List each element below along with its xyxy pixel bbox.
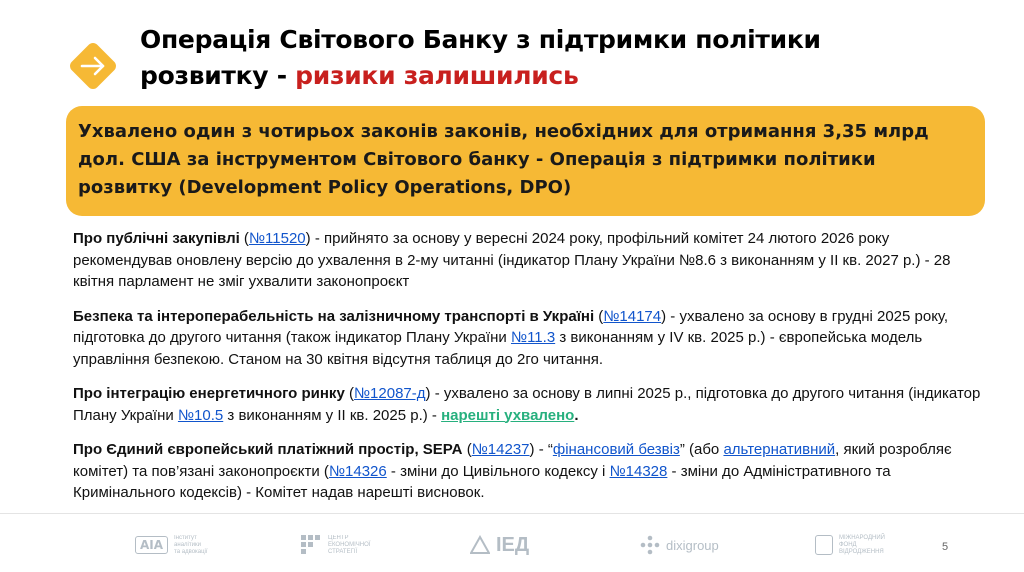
item-text: - прийнято за основу у вересні 2024 року, профільний комітет 24 лютого 2026 року рекомендував оновлену версію до ухвалення в 2-му читанні (індикатор Плану України №8.6 з виконанням у ІІ кв. 2027 р.) - 28 квітня парламент не зміг ухвалити законопроєкт bbox=[73, 230, 951, 290]
bill-link[interactable]: №12087-д bbox=[353, 385, 426, 402]
logo-text: ІЕД bbox=[496, 533, 530, 556]
bill-link[interactable]: №14237 bbox=[471, 441, 530, 458]
bill-link[interactable]: №14326 bbox=[328, 462, 387, 480]
logo-text: ФОНД bbox=[839, 541, 857, 548]
summary-banner bbox=[66, 106, 985, 216]
logo-ces bbox=[300, 528, 370, 562]
logo-irf bbox=[815, 528, 885, 562]
logo-aia bbox=[135, 528, 208, 562]
footer-divider bbox=[0, 513, 1024, 514]
list-item: Про публічні закупівлі (№11520) - прийнято за основу у вересні 2024 року, профільний комітет 24 лютого 2026 року рекомендував оновлену версію до ухвалення в 2-му читанні (індикатор Плану України №8.6 з виконанням у ІІ кв. 2027 р.) - 28 квітня парламент не зміг ухвалити законопроєкт bbox=[73, 230, 951, 290]
logo-text: СТРАТЕГІЇ bbox=[328, 548, 358, 555]
item-text: - зміни до Цивільного кодексу і bbox=[390, 462, 606, 480]
title-accent: ризики залишились bbox=[295, 61, 579, 90]
item-title: Про інтеграцію енергетичного ринку bbox=[73, 385, 345, 402]
arrow-right-icon bbox=[65, 38, 121, 94]
item-title: Безпека та інтероперабельність на залізничному транспорті в Україні bbox=[73, 307, 595, 325]
plan-indicator-link[interactable]: №11.3 bbox=[510, 329, 556, 346]
triangle-logo-icon bbox=[470, 535, 490, 555]
item-title: Про Єдиний європейський платіжний простір, SEPA bbox=[73, 441, 463, 458]
item-text: ” (або bbox=[679, 441, 720, 458]
title-line1: Операція Світового Банку з підтримки політики bbox=[140, 25, 821, 54]
item-title: Про публічні закупівлі bbox=[73, 230, 240, 247]
list-item: Про Єдиний європейський платіжний простір, SEPA (№14237) - “фінансовий безвіз” (або альтернативний, який розробляє комітет) та пов’язані законопроєкти (№14326 - зміни до Цивільного кодексу і №14328 - зміни до Адміністративного та Кримінального кодексів) - Комітет надав нарешті висновок. bbox=[73, 441, 952, 501]
logo-text: МІЖНАРОДНИЙ bbox=[839, 534, 885, 541]
logo-text: Інститут bbox=[174, 534, 197, 541]
list-item: Безпека та інтероперабельність на залізничному транспорті в Україні (№14174) - ухвалено за основу в грудні 2025 року, підготовка до другого читання (також індикатор Плану України №11.3 з виконанням у IV кв. 2025 р.) - європейська модель управління безпекою. Станом на 30 квітня відсутня таблиця до 2го читання. bbox=[73, 307, 949, 368]
item-text: з виконанням у ІІ кв. 2025 р.) - bbox=[227, 406, 437, 424]
bill-link[interactable]: №11520 bbox=[248, 230, 306, 247]
plan-indicator-link[interactable]: №10.5 bbox=[177, 406, 224, 424]
page-number: 5 bbox=[942, 541, 949, 553]
status-highlight: нарешті ухвалено bbox=[441, 406, 575, 424]
bill-link[interactable]: №14174 bbox=[603, 307, 662, 325]
logo-ied bbox=[470, 528, 529, 562]
aia-mark: AIA bbox=[135, 536, 168, 554]
item-text: , який розробляє комітет) та пов’язані законопроєкти ( bbox=[73, 441, 952, 480]
financial-visa-free-link[interactable]: фінансовий безвіз bbox=[552, 441, 680, 458]
irf-mark-icon bbox=[815, 535, 833, 555]
logo-text: ВІДРОДЖЕННЯ bbox=[839, 548, 884, 555]
title-line2-prefix: розвитку - bbox=[140, 61, 296, 90]
alternative-bill-link[interactable]: альтернативний bbox=[723, 441, 836, 458]
ces-mark-icon bbox=[300, 534, 322, 556]
item-text: - ухвалено за основу в липні 2025 р., підготовка до другого читання (індикатор Плану України bbox=[73, 385, 981, 424]
page-title bbox=[140, 22, 1000, 94]
item-text: - “ bbox=[538, 441, 553, 458]
item-text: - зміни до Адміністративного та Кримінального кодексів) - Комітет надав нарешті висновок. bbox=[73, 462, 891, 501]
logo-text: та адвокації bbox=[174, 548, 208, 555]
logo-dixigroup bbox=[640, 528, 719, 562]
logo-text: аналітики bbox=[174, 541, 201, 548]
item-text: з виконанням у IV кв. 2025 р.) - європейська модель управління безпекою. Станом на 30 квітня відсутня таблиця до 2го читання. bbox=[73, 329, 923, 368]
dixi-mark-icon bbox=[640, 535, 660, 555]
list-item: Про інтеграцію енергетичного ринку (№12087-д) - ухвалено за основу в липні 2025 р., підготовка до другого читання (індикатор Плану України №10.5 з виконанням у ІІ кв. 2025 р.) - нарешті ухвалено. bbox=[73, 385, 981, 424]
logo-text: dixigroup bbox=[666, 537, 719, 553]
logo-text: ЦЕНТР bbox=[328, 534, 349, 541]
bill-link[interactable]: №14328 bbox=[609, 462, 668, 480]
logo-text: ЕКОНОМІЧНОЇ bbox=[328, 541, 371, 548]
banner-text: Ухвалено один з чотирьох законів законів, необхідних для отримання 3,35 млрд дол. США за інструментом Світового банку - Операція з підтримки політики розвитку (Development Policy Operations, DPO) bbox=[78, 121, 929, 198]
item-text: - ухвалено за основу в грудні 2025 року, підготовка до другого читання (також індикатор Плану України bbox=[73, 307, 949, 346]
law-list bbox=[73, 228, 983, 517]
